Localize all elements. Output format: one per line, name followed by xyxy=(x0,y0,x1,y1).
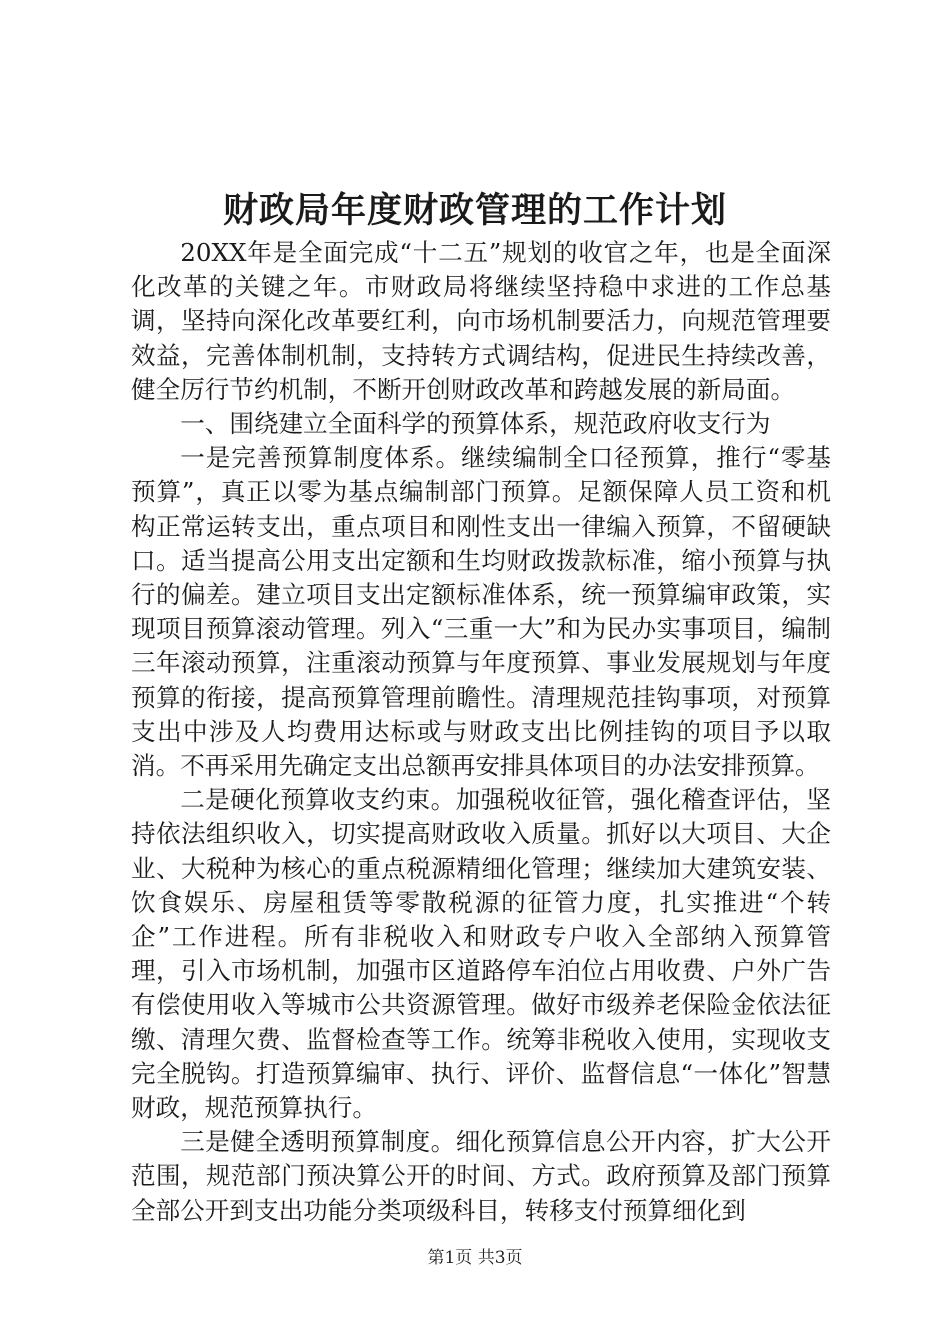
paragraph-intro: 20XX年是全面完成“十二五”规划的收官之年，也是全面深化改革的关键之年。市财政局将继续坚持稳中求进的工作总基调，坚持向深化改革要红利，向市场机制要活力，向规范管理要效益，完善体制机制，支持转方式调结构，促进民生持续改善，健全厉行节约机制，不断开创财政改革和跨越发展的新局面。 xyxy=(131,238,831,404)
page-footer: 第1页 共3页 xyxy=(427,1248,523,1268)
paragraph-budget-constraints: 二是硬化预算收支约束。加强税收征管，强化稽查评估，坚持依法组织收入，切实提高财政收入质量。抓好以大项目、大企业、大税种为核心的重点税源精细化管理；继续加大建筑安装、饮食娱乐、房屋租赁等零散税源的征管力度，扎实推进“个转企”工作进程。所有非税收入和财政专户收入全部纳入预算管理，引入市场机制，加强市区道路停车泊位占用收费、户外广告有偿使用收入等城市公共资源管理。做好市级养老保险金依法征缴、清理欠费、监督检查等工作。统筹非税收入使用，实现收支完全脱钩。打造预算编审、执行、评价、监督信息“一体化”智慧财政，规范预算执行。 xyxy=(131,785,831,1123)
section-heading-1: 一、围绕建立全面科学的预算体系，规范政府收支行为 xyxy=(180,409,771,439)
paragraph-budget-system: 一是完善预算制度体系。继续编制全口径预算，推行“零基预算”，真正以零为基点编制部门预算。足额保障人员工资和机构正常运转支出，重点项目和刚性支出一律编入预算，不留硬缺口。适当提高公用支出定额和生均财政拨款标准，缩小预算与执行的偏差。建立项目支出定额标准体系，统一预算编审政策，实现项目预算滚动管理。列入“三重一大”和为民办实事项目，编制三年滚动预算，注重滚动预算与年度预算、事业发展规划与年度预算的衔接，提高预算管理前瞻性。清理规范挂钩事项，对预算支出中涉及人均费用达标或与财政支出比例挂钩的项目予以取消。不再采用先确定支出总额再安排具体项目的办法安排预算。 xyxy=(131,443,831,781)
document-body xyxy=(131,236,831,1228)
document-title: 财政局年度财政管理的工作计划 xyxy=(222,190,727,231)
paragraph-budget-transparency: 三是健全透明预算制度。细化预算信息公开内容，扩大公开范围，规范部门预决算公开的时间、方式。政府预算及部门预算全部公开到支出功能分类项级科目，转移支付预算细化到 xyxy=(131,1127,831,1225)
